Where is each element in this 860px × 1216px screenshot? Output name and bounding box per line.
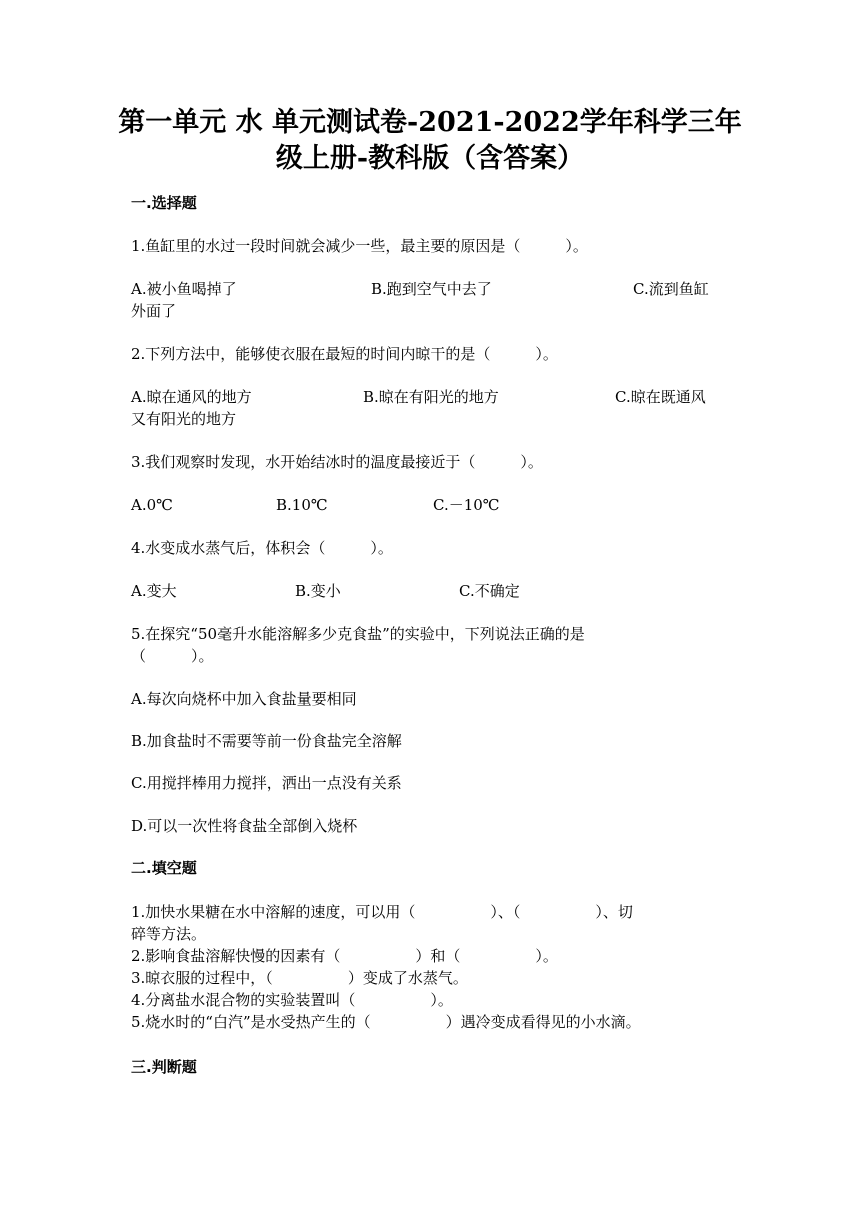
option-c-continuation: 又有阳光的地方 (131, 410, 237, 428)
fill-blank-5: 5.烧水时的“白汽”是水受热产生的（ ）遇冷变成看得见的小水滴。 (131, 1013, 641, 1031)
question-stem: 5.在探究“50毫升水能溶解多少克食盐”的实验中，下列说法正确的是 (131, 625, 585, 643)
option-c-continuation: 外面了 (131, 302, 177, 320)
option-a: A.被小鱼喝掉了 (131, 280, 237, 298)
option-c: C.流到鱼缸 (633, 280, 709, 298)
fill-blank-4: 4.分离盐水混合物的实验装置叫（ ）。 (131, 991, 453, 1009)
option-a: A.每次向烧杯中加入食盐量要相同 (131, 690, 357, 708)
option-a: A.0℃ (131, 496, 173, 514)
question-stem: 1.鱼缸里的水过一段时间就会减少一些，最主要的原因是（ ）。 (131, 237, 588, 255)
question-stem: 2.下列方法中，能够使衣服在最短的时间内晾干的是（ ）。 (131, 345, 558, 363)
option-d: D.可以一次性将食盐全部倒入烧杯 (131, 817, 358, 835)
section-heading-choice: 一.选择题 (131, 194, 197, 212)
option-a: A.变大 (131, 582, 177, 600)
document-title-line-2: 级上册-教科版（含答案） (275, 143, 585, 174)
fill-blank-2: 2.影响食盐溶解快慢的因素有（ ）和（ ）。 (131, 947, 558, 965)
option-b: B.加食盐时不需要等前一份食盐完全溶解 (131, 732, 402, 750)
option-b: B.晾在有阳光的地方 (363, 388, 499, 406)
option-c: C.用搅拌棒用力搅拌，洒出一点没有关系 (131, 774, 402, 792)
option-c: C.－10℃ (433, 496, 500, 514)
option-b: B.10℃ (276, 496, 328, 514)
section-heading-judgement: 三.判断题 (131, 1058, 197, 1076)
question-stem-continuation: （ ）。 (131, 647, 214, 665)
question-stem: 4.水变成水蒸气后，体积会（ ）。 (131, 539, 393, 557)
option-c: C.不确定 (459, 582, 520, 600)
option-a: A.晾在通风的地方 (131, 388, 252, 406)
question-stem: 3.我们观察时发现，水开始结冰时的温度最接近于（ ）。 (131, 453, 543, 471)
option-b: B.变小 (295, 582, 341, 600)
fill-blank-3: 3.晾衣服的过程中，（ ）变成了水蒸气。 (131, 969, 468, 987)
section-heading-fill: 二.填空题 (131, 859, 197, 877)
fill-blank-1-continuation: 碎等方法。 (131, 925, 207, 943)
document-title-line-1: 第一单元 水 单元测试卷-2021-2022学年科学三年 (118, 107, 742, 138)
fill-blank-1: 1.加快水果糖在水中溶解的速度，可以用（ ）、（ ）、切 (131, 903, 633, 921)
option-b: B.跑到空气中去了 (371, 280, 492, 298)
option-c: C.晾在既通风 (615, 388, 706, 406)
